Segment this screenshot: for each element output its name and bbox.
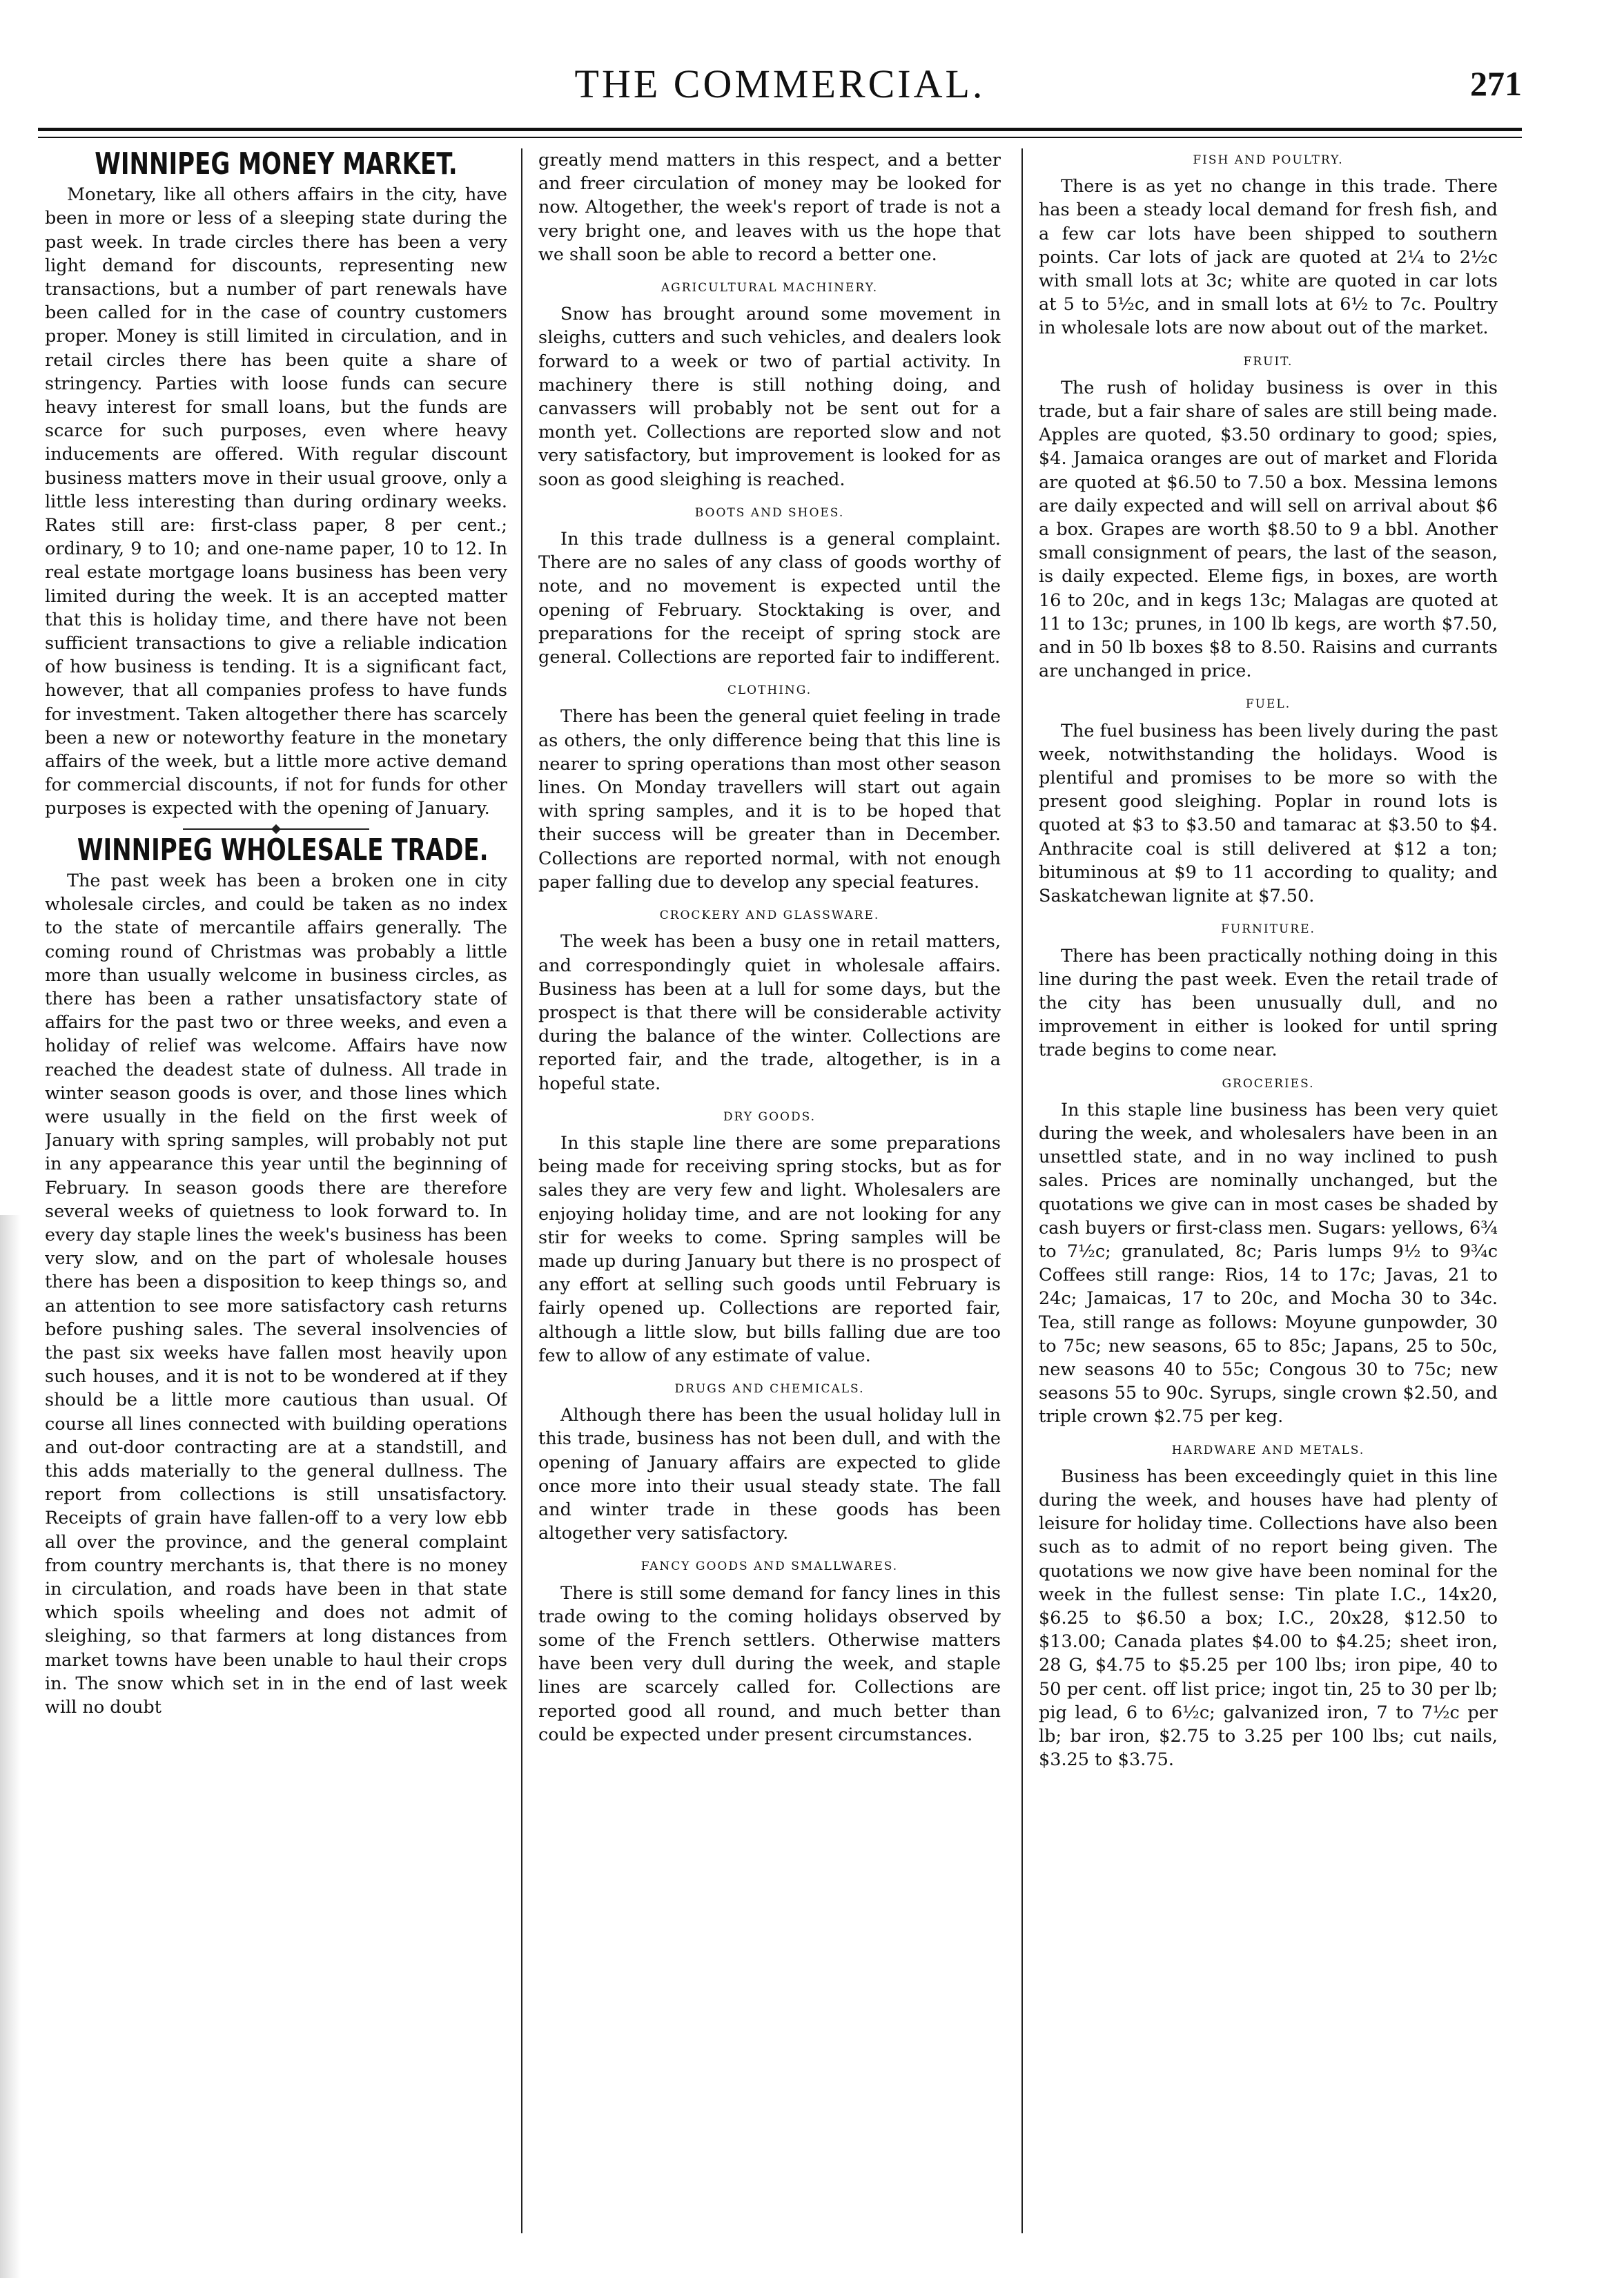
wholesale-trade-text: The past week has been a broken one in city wholesale circles, and could be taken as no index to the state of mercantile affairs generally. The coming round of Christmas was probably a little more than usually welcome in business circles, as there has been a rather unsatisfactory state of affairs for the past two or three weeks, and even a holiday of relief was welcome. Affairs have now reached the deadest state of dulness. All trade in winter season goods is over, and those lines which were usually in the field on the first week of January with spring samples, will probably not put in any appearance this year until the beginning of February. In season goods there are therefore several weeks of quietness to look forward to. In every day staple lines the week's business has been very slow, and on the part of wholesale houses there has been a disposition to keep things so, and an attention to see more satisfactory cash returns before pushing sales. The several insolvencies of the past six weeks have fallen most heavily upon such houses, and it is not to be wondered at if they should be a little more cautious than usual. Of course all lines connected with building operations and out-door contracting are at a standstill, and this adds materially to the general dullness. The report from collections is still unsatisfactory. Receipts of grain have fallen-off to a very low ebb all over the province, and the general complaint from country merchants is, that there is no money in circulation, and roads have been in that state which spoils wheeling and does not admit of sleighing, so that farmers at long distances from market towns have been unable to haul their crops in. The snow which set in in the end of last week will no doubt	[45, 870, 507, 1718]
clothing-text: There has been the general quiet feeling in trade as others, the only difference being that this line is nearer to spring operations than most other season lines. On Monday travellers will start out again with spring samples, and it is to be hoped that their success will be greater than in December. Collections are reported normal, with not enough paper falling due to develop any special features.	[538, 706, 1001, 893]
furniture-heading: FURNITURE.	[1221, 922, 1315, 937]
agricultural-machinery-text: Snow has brought around some movement in sleighs, cutters and such vehicles, and dealers look forward to a week or two of partial activity. In machinery there is still nothing doing, and canvassers will probably not be sent out for a month yet. Collections are reported slow and not very satisfactory, but improvement is looked for as soon as good sleighing is reached.	[538, 304, 1001, 490]
dry-goods-heading: DRY GOODS.	[723, 1109, 816, 1124]
column-1	[45, 148, 507, 2247]
money-market-text: Monetary, like all others affairs in the city, have been in more or less of a sleeping state during the past week. In trade circles there has been a very light demand for discounts, representing new transactions, but a number of part renewals have been called for in the case of country customers proper. Money is still limited in circulation, and in retail circles there has been quite a share of stringency. Parties with loose funds can secure heavy interest for small loans, but the funds are scarce for such purposes, even where heavy inducements are offered. With regular discount business matters move in their usual groove, only a little less interesting than during ordinary weeks. Rates still are: first-class paper, 8 per cent.; ordinary, 9 to 10; and one-name paper, 10 to 12. In real estate mortgage loans business has been very limited during the week. It is an accepted matter that this is holiday time, and there have not been sufficient transactions to give a reliable indication of how business is tending. It is a significant fact, however, that all companies profess to have funds for investment. Taken altogether there has scarcely been a new or noteworthy feature in the monetary affairs of the week, but a little more active demand for commercial discounts, if not for funds for other purposes is expected with the opening of January.	[45, 184, 507, 819]
hardware-text: Business has been exceedingly quiet in this line during the week, and houses have had plenty of leisure for holiday time. Collections have also been such as to admit of no report being given. The quotations we now give have been nominal for the week in the fullest sense: Tin plate I.C., 14x20, $6.25 to $6.50 a box; I.C., 20x28, $12.50 to $13.00; Canada plates $4.00 to $4.25; sheet iron, 28 G, $4.75 to $5.25 per 100 lbs; iron pipe, 40 to 50 per cent. off list price; ingot tin, 25 to 30 per lb; pig lead, 6 to 6½c; galvanized iron, 7 to 7½c per lb; bar iron, $2.75 to 3.25 per 100 lbs; cut nails, $3.25 to $3.75.	[1039, 1466, 1498, 1771]
wholesale-continued-text: greatly mend matters in this respect, and a better and freer circulation of money may be looked for now. Altogether, the week's report of trade is not a very bright one, and leaves with us the hope that we shall soon be able to record a better one.	[538, 150, 1001, 265]
fuel-text: The fuel business has been lively during the past week, notwithstanding the holidays. Wood is plentiful and promises to be more so with the present good sleighing. Poplar in round lots is quoted at $3 to $3.50 and tamarac at $3.50 to $4. Anthracite coal is still delivered at $12 a ton; bituminous at $9 to 11 according to quality; and Saskatchewan lignite at $7.50.	[1039, 720, 1498, 907]
wholesale-trade-heading: WINNIPEG WHOLESALE TRADE.	[77, 832, 489, 868]
groceries-text: In this staple line business has been very quiet during the week, and wholesalers have been in an unsettled state, and in no way inclined to push sales. Prices are nominally unchanged, but the quotations we give can in most cases be shaded by cash buyers or first-class men. Sugars: yellows, 6¾ to 7½c; granulated, 8c; Paris lumps 9½ to 9¾c Coffees still range: Rios, 14 to 17c; Javas, 21 to 24c; Jamaicas, 17 to 20c, and Mocha 30 to 34c. Tea, still range as follows: Moyune gunpowder, 30 to 75c; new seasons, 65 to 85c; Japans, 25 to 50c, new seasons 40 to 55c; Congous 30 to 75c; new seasons 55 to 90c. Syrups, single crown $2.50, and triple crown $2.75 per keg.	[1039, 1099, 1498, 1428]
furniture-text: There has been practically nothing doing in this line during the past week. Even the retail trade of the city has been unusually dull, and no improvement in either is looked for until spring trade begins to come near.	[1039, 945, 1498, 1061]
fruit-text: The rush of holiday business is over in this trade, but a fair share of sales are still being made. Apples are quoted, $3.50 ordinary to good; spies, $4. Jamaica oranges are out of market and Florida are quoted at $6.50 to 7.50 a box. Messina lemons are daily expected and will sell on arrival about $6 a box. Grapes are worth $8.50 to 9 a bbl. Another small consignment of pears, the last of the season, is daily expected. Eleme figs, in boxes, are worth 16 to 20c, and in kegs 13c; Malagas are quoted at 11 to 13c; prunes, in 100 lb kegs, are worth $7.50, and in 50 lb boxes $8 to 8.50. Raisins and currants are unchanged in price.	[1039, 377, 1498, 682]
boots-shoes-heading: BOOTS AND SHOES.	[694, 505, 845, 520]
fruit-heading: FRUIT.	[1243, 354, 1293, 369]
scan-edge-shadow	[0, 1215, 21, 2278]
fancy-goods-text: There is still some demand for fancy lines in this trade owing to the coming holidays observed by some of the French settlers. Otherwise matters have been very dull during the week, and staple lines are scarcely called for. Collections are reported good all round, and much better than could be expected under present circumstances.	[538, 1582, 1001, 1745]
fancy-goods-heading: FANCY GOODS AND SMALLWARES.	[640, 1560, 899, 1574]
column-3	[1039, 148, 1498, 2247]
money-market-heading: WINNIPEG MONEY MARKET.	[95, 148, 458, 182]
fish-poultry-text: There is as yet no change in this trade. There has been a steady local demand for fresh fish, and a few car lots have been shipped to southern points. Car lots of jack are quoted at 2¼ to 2½c with small lots at 3c; white are quoted in car lots at 5 to 5½c, and in small lots at 6½ to 7c. Poultry in wholesale lots are now about out of the market.	[1039, 176, 1498, 339]
hardware-heading: HARDWARE AND METALS.	[1171, 1443, 1365, 1457]
column-rule-2	[1021, 148, 1023, 2233]
header-rule-thin	[38, 137, 1522, 138]
fish-poultry-heading: FISH AND POULTRY.	[1193, 153, 1344, 167]
drugs-text: Although there has been the usual holiday lull in this trade, business has not been dull, and with the opening of January affairs are expected to glide once more into their usual steady state. The fall and winter trade in these goods has been altogether very satisfactory.	[538, 1405, 1001, 1544]
dry-goods-text: In this staple line there are some preparations being made for receiving spring stocks, but as for sales they are very few and light. Wholesalers are enjoying holiday time, and are not looking for any stir for weeks to come. Spring samples will be made up during January but there is no prospect of any effort at selling such goods until February is fairly opened up. Collections are reported fair, although a little slow, but bills falling due are too few to allow of any estimate of value.	[538, 1132, 1001, 1366]
fuel-heading: FUEL.	[1245, 697, 1291, 712]
drugs-heading: DRUGS AND CHEMICALS.	[674, 1381, 865, 1396]
agricultural-machinery-heading: AGRICULTURAL MACHINERY.	[661, 281, 879, 295]
newspaper-title: THE COMMERCIAL.	[574, 61, 986, 106]
masthead	[38, 61, 1522, 116]
groceries-heading: GROCERIES.	[1222, 1076, 1315, 1091]
clothing-heading: CLOTHING.	[727, 683, 812, 698]
column-rule-1	[521, 148, 522, 2233]
header-rule-thick	[38, 128, 1522, 131]
page-number: 271	[1470, 64, 1522, 103]
column-2	[538, 148, 1001, 2247]
crockery-heading: CROCKERY AND GLASSWARE.	[659, 909, 880, 923]
crockery-text: The week has been a busy one in retail matters, and correspondingly quiet in wholesale affairs. Business has been at a lull for some days, but the prospect is that there will be considerable activity during the balance of the winter. Collections are reported fair, and the trade, altogether, is in a hopeful state.	[538, 931, 1001, 1094]
boots-shoes-text: In this trade dullness is a general complaint. There are no sales of any class of goods worthy of note, and no movement is expected until the opening of February. Stocktaking is over, and preparations for the receipt of spring stock are general. Collections are reported fair to indifferent.	[538, 529, 1001, 668]
